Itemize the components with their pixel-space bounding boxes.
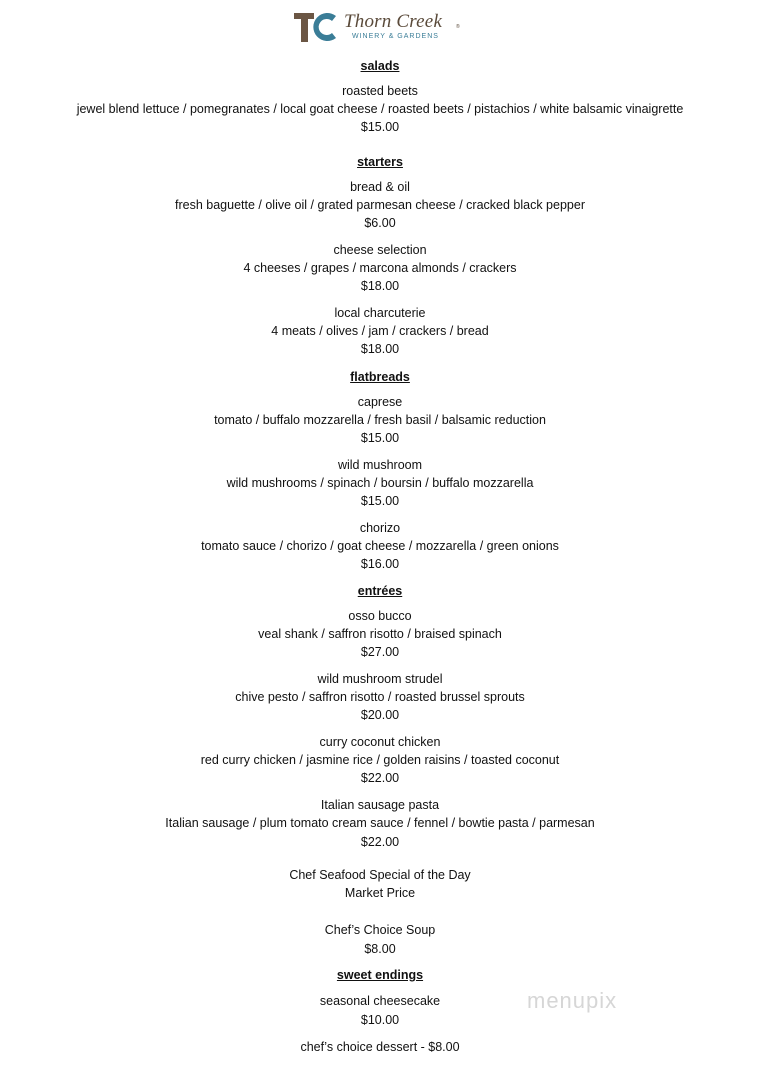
section-heading-sweet-endings: sweet endings xyxy=(336,968,424,982)
menu-item-description: wild mushrooms / spinach / boursin / buffalo mozzarella xyxy=(226,476,534,490)
menu-item-price: $18.00 xyxy=(360,342,400,356)
logo-brand-name: Thorn Creek xyxy=(344,11,443,32)
menu-item-price: $6.00 xyxy=(364,216,396,230)
menu-item-price: $18.00 xyxy=(360,279,400,293)
section-heading-flatbreads: flatbreads xyxy=(350,370,410,384)
soup-price: $8.00 xyxy=(364,942,396,956)
menu-item-name: local charcuterie xyxy=(334,306,426,320)
menu-item-name: curry coconut chicken xyxy=(319,735,441,749)
menu-item-name: wild mushroom strudel xyxy=(317,672,443,686)
menu-item-description: tomato / buffalo mozzarella / fresh basil / balsamic reduction xyxy=(214,413,546,427)
menu-item-description: red curry chicken / jasmine rice / golden raisins / toasted coconut xyxy=(200,753,560,767)
menu-item-name: Italian sausage pasta xyxy=(320,798,440,812)
tc-logo-mark-icon xyxy=(292,10,342,44)
logo-subtitle: WINERY & GARDENS xyxy=(352,33,439,40)
menu-item-price: $16.00 xyxy=(360,557,400,571)
menu-item-name: roasted beets xyxy=(342,84,418,98)
menu-item-price: $15.00 xyxy=(360,431,400,445)
menu-item-price: $22.00 xyxy=(360,835,400,849)
logo-trademark: ® xyxy=(456,24,460,30)
menu-item-price: $27.00 xyxy=(360,645,400,659)
menu-item-description: Italian sausage / plum tomato cream sauce / fennel / bowtie pasta / parmesan xyxy=(165,816,595,830)
menu-item-description: 4 cheeses / grapes / marcona almonds / crackers xyxy=(243,261,517,275)
menu-item-description: chive pesto / saffron risotto / roasted brussel sprouts xyxy=(235,690,525,704)
menu-item-price: $22.00 xyxy=(360,771,400,785)
section-heading-salads: salads xyxy=(360,59,400,73)
menu-item-name: chorizo xyxy=(359,521,401,535)
menu-item-name: cheese selection xyxy=(333,243,427,257)
menu-item-description: fresh baguette / olive oil / grated parmesan cheese / cracked black pepper xyxy=(175,198,585,212)
menu-item-price: $10.00 xyxy=(360,1013,400,1027)
seafood-special-name: Chef Seafood Special of the Day xyxy=(289,868,471,882)
menu-item-price: $15.00 xyxy=(360,494,400,508)
dessert-line: chef’s choice dessert - $8.00 xyxy=(300,1040,460,1054)
menu-item-description: jewel blend lettuce / pomegranates / local goat cheese / roasted beets / pistachios / white balsamic vinaigrette xyxy=(76,102,684,116)
menu-item-name: wild mushroom xyxy=(337,458,423,472)
menu-item-name: osso bucco xyxy=(348,609,412,623)
section-heading-entrees: entrées xyxy=(357,584,403,598)
menu-item-name: bread & oil xyxy=(350,180,410,194)
menu-item-description: veal shank / saffron risotto / braised spinach xyxy=(258,627,502,641)
thorn-creek-logo xyxy=(292,10,464,50)
soup-name: Chef’s Choice Soup xyxy=(324,923,436,937)
menu-item-description: 4 meats / olives / jam / crackers / bread xyxy=(271,324,489,338)
section-heading-starters: starters xyxy=(357,155,403,169)
menu-item-price: $15.00 xyxy=(360,120,400,134)
menupix-watermark: menupix xyxy=(527,988,618,1013)
menu-item-price: $20.00 xyxy=(360,708,400,722)
seafood-special-price: Market Price xyxy=(344,886,416,900)
menu-item-name: caprese xyxy=(357,395,403,409)
menu-item-description: tomato sauce / chorizo / goat cheese / mozzarella / green onions xyxy=(201,539,559,553)
menu-item-name: seasonal cheesecake xyxy=(319,994,441,1008)
